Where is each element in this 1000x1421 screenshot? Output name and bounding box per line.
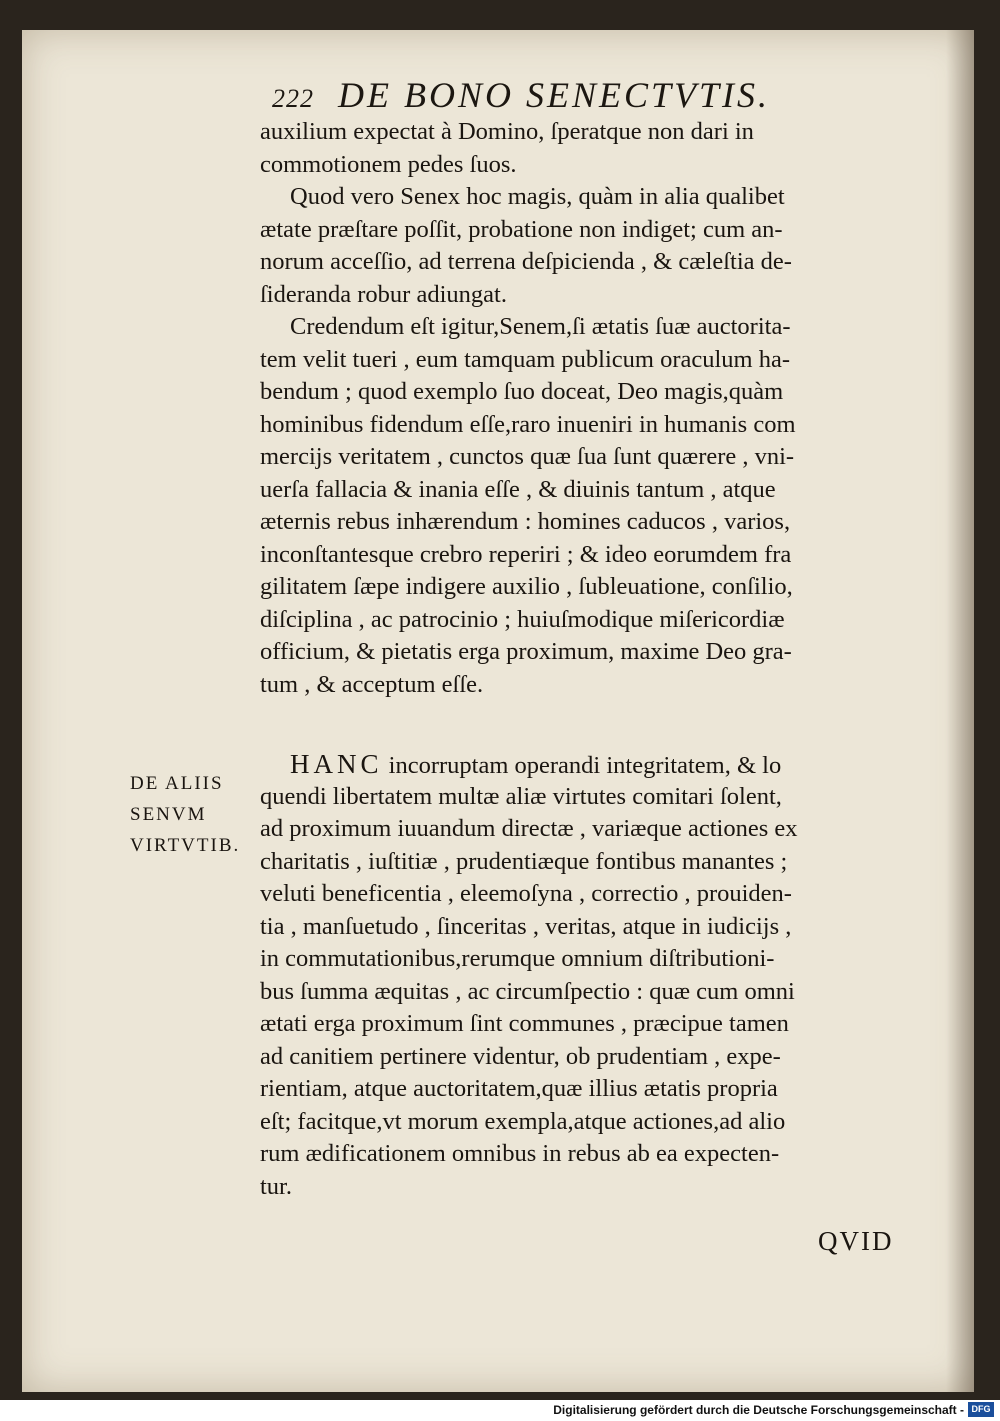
text-line: commotionem pedes ſuos. [260, 150, 517, 178]
margin-note-line: SENVM [130, 804, 207, 825]
paragraph-block-2 [260, 748, 950, 1203]
text-line [260, 748, 950, 781]
text-line: hominibus fidendum eſſe,raro inueniri in humanis com [260, 410, 796, 438]
text-line: Quod vero Senex hoc magis, quàm in alia qualibet [290, 183, 785, 210]
running-header [272, 74, 912, 116]
running-title: DE BONO SENECTVTIS. [338, 75, 771, 115]
dfg-logo-icon: DFG [968, 1402, 994, 1417]
text-line: tem velit tueri , eum tamquam publicum oraculum ha- [260, 345, 791, 373]
first-line-rest: incorruptam operandi integritatem, & lo [388, 752, 782, 779]
digitization-footer [0, 1400, 1000, 1421]
text-line: ætati erga proximum ſint communes , præcipue tamen [260, 1010, 789, 1037]
page-number: 222 [272, 84, 314, 113]
text-line: diſciplina , ac patrocinio ; huiuſmodique miſericordiæ [260, 605, 785, 633]
text-line: rientiam, atque auctoritatem,quæ illius ætatis propria [260, 1075, 778, 1102]
text-line: quendi libertatem multæ aliæ virtutes comitari ſolent, [260, 782, 782, 810]
text-line: tur. [260, 1172, 292, 1200]
text-line: æternis rebus inhærendum : homines caducos , varios, [260, 508, 791, 535]
text-line: ſideranda robur adiungat. [260, 280, 507, 308]
text-line: tia , manſuetudo , ſinceritas , veritas, atque in iudicijs , [260, 912, 792, 940]
text-line: uerſa fallacia & inania eſſe , & diuinis tantum , atque [260, 475, 776, 503]
footer-credit: Digitalisierung gefördert durch die Deutsche Forschungsgemeinschaft - [553, 1403, 964, 1417]
text-line: ad proximum iuuandum directæ , variæque actiones ex [260, 815, 798, 842]
page-shadow [946, 30, 974, 1392]
margin-note-line: DE ALIIS [130, 773, 224, 794]
text-line: eſt; facitque,vt morum exempla,atque actiones,ad alio [260, 1107, 786, 1135]
text-line: gilitatem ſæpe indigere auxilio , ſubleuatione, conſilio, [260, 573, 793, 600]
margin-note-line: VIRTVTIB. [130, 835, 241, 856]
paragraph-block-1 [260, 116, 950, 701]
text-line: inconſtantesque crebro reperiri ; & ideo eorumdem fra [260, 540, 792, 568]
text-line: auxilium expectat à Domino, ſperatque non dari in [260, 118, 754, 145]
text-line: Credendum eſt igitur,Senem,ſi ætatis ſuæ auctorita- [290, 313, 791, 340]
text-line: ætate præſtare poſſit, probatione non indiget; cum an- [260, 215, 783, 243]
catchword: QVID [818, 1226, 894, 1256]
text-line: mercijs veritatem , cunctos quæ ſua ſunt quærere , vni- [260, 443, 795, 470]
text-line: ad canitiem pertinere videntur, ob prudentiam , expe- [260, 1042, 781, 1070]
text-line: rum ædificationem omnibus in rebus ab ea expecten- [260, 1140, 780, 1167]
text-line: in commutationibus,rerumque omnium diſtributioni- [260, 945, 775, 972]
text-line: bus ſumma æquitas , ac circumſpectio : quæ cum omni [260, 977, 795, 1005]
text-line: bendum ; quod exemplo ſuo doceat, Deo magis,quàm [260, 378, 784, 405]
text-line: veluti beneficentia , eleemoſyna , correctio , prouiden- [260, 880, 792, 907]
text-line: charitatis , iuſtitiæ , prudentiæque fontibus manantes ; [260, 847, 788, 875]
text-line: tum , & acceptum eſſe. [260, 670, 484, 698]
drop-word: HANC [290, 749, 383, 779]
text-line: officium, & pietatis erga proximum, maxime Deo gra- [260, 638, 792, 665]
text-line: norum acceſſio, ad terrena deſpicienda , & cæleſtia de- [260, 248, 792, 275]
